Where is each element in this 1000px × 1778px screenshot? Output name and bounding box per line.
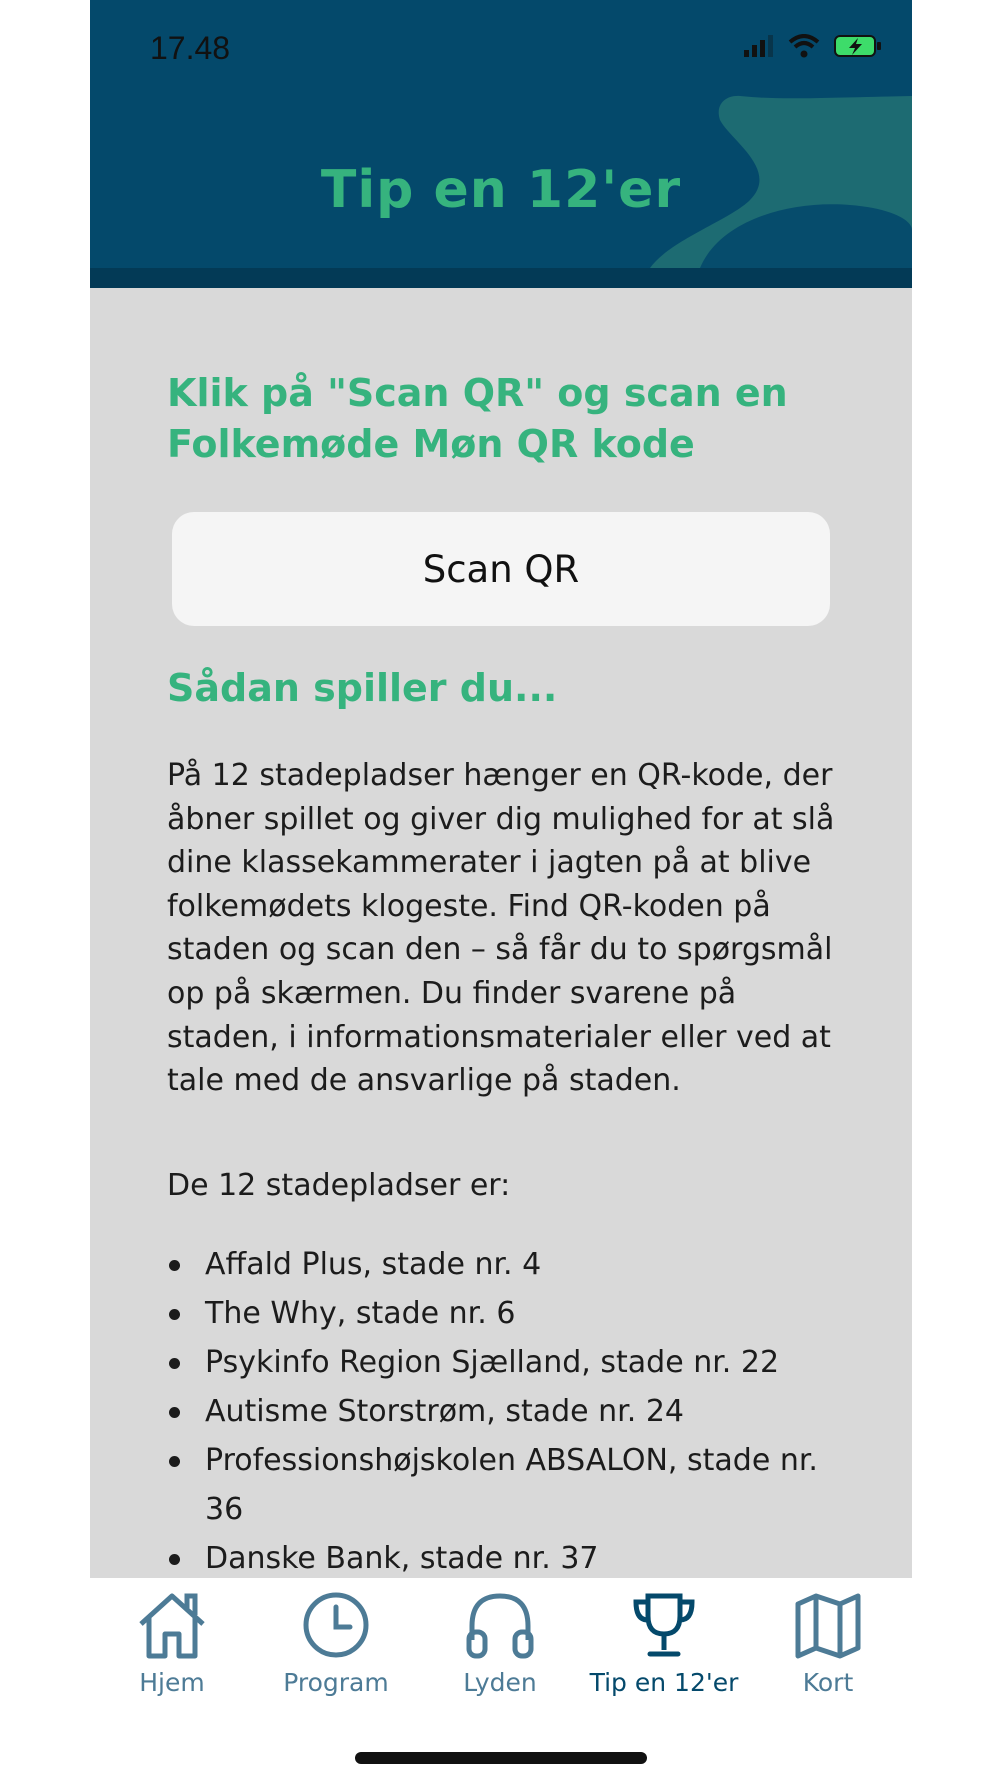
- scan-qr-button[interactable]: Scan QR: [172, 512, 830, 626]
- stand-list-item: The Why, stade nr. 6: [167, 1289, 847, 1338]
- tab-bar: [90, 1578, 912, 1778]
- map-icon: [792, 1590, 864, 1660]
- tab-kort[interactable]: [746, 1590, 910, 1697]
- clock-icon: [301, 1590, 371, 1660]
- stand-list-item: Autisme Storstrøm, stade nr. 24: [167, 1387, 847, 1436]
- tab-label: Tip en 12'er: [589, 1668, 739, 1697]
- home-indicator[interactable]: [355, 1752, 647, 1764]
- content-area[interactable]: [90, 288, 912, 1578]
- app-header: [90, 0, 912, 268]
- app-screen: [90, 0, 912, 1778]
- stand-list-item: Danske Bank, stade nr. 37: [167, 1534, 847, 1578]
- tab-program[interactable]: [254, 1590, 418, 1697]
- tab-lyden[interactable]: [418, 1590, 582, 1697]
- status-time: 17.48: [150, 30, 231, 66]
- trophy-icon: [628, 1590, 700, 1660]
- how-to-heading: Sådan spiller du...: [167, 666, 558, 710]
- tab-hjem[interactable]: [90, 1590, 254, 1697]
- page-title: Tip en 12'er: [320, 160, 682, 220]
- wifi-icon: [788, 34, 820, 58]
- tab-label: Program: [283, 1668, 389, 1697]
- intro-heading: Klik på "Scan QR" og scan en Folkemøde Møn QR kode: [167, 371, 788, 466]
- stand-list-intro: De 12 stadepladser er:: [167, 1168, 511, 1203]
- stand-list: [167, 1240, 847, 1578]
- tab-label: Kort: [802, 1668, 854, 1697]
- how-to-body: På 12 stadepladser hænger en QR-kode, der åbner spillet og giver dig mulighed for at slå dine klassekammerater i jagten på at blive folkemødets klogeste. Find QR-koden på staden og scan den – så får du to spørgsmål op på skærmen. Du finder svarene på staden, i informationsmaterialer eller ved at tale med de ansvarlige på staden.: [167, 758, 835, 1099]
- stand-list-item: Psykinfo Region Sjælland, stade nr. 22: [167, 1338, 847, 1387]
- tab-label: Hjem: [139, 1668, 205, 1697]
- tab-label: Lyden: [463, 1668, 537, 1697]
- status-icons: [744, 34, 882, 58]
- battery-charging-icon: [834, 34, 882, 58]
- signal-icon: [744, 35, 774, 57]
- stand-list-item: Affald Plus, stade nr. 4: [167, 1240, 847, 1289]
- header-divider: [90, 268, 912, 288]
- stand-list-item: Professionshøjskolen ABSALON, stade nr. 36: [167, 1436, 847, 1534]
- home-icon: [135, 1590, 209, 1660]
- headphones-icon: [464, 1590, 536, 1660]
- tab-tip-en-12er[interactable]: [582, 1590, 746, 1697]
